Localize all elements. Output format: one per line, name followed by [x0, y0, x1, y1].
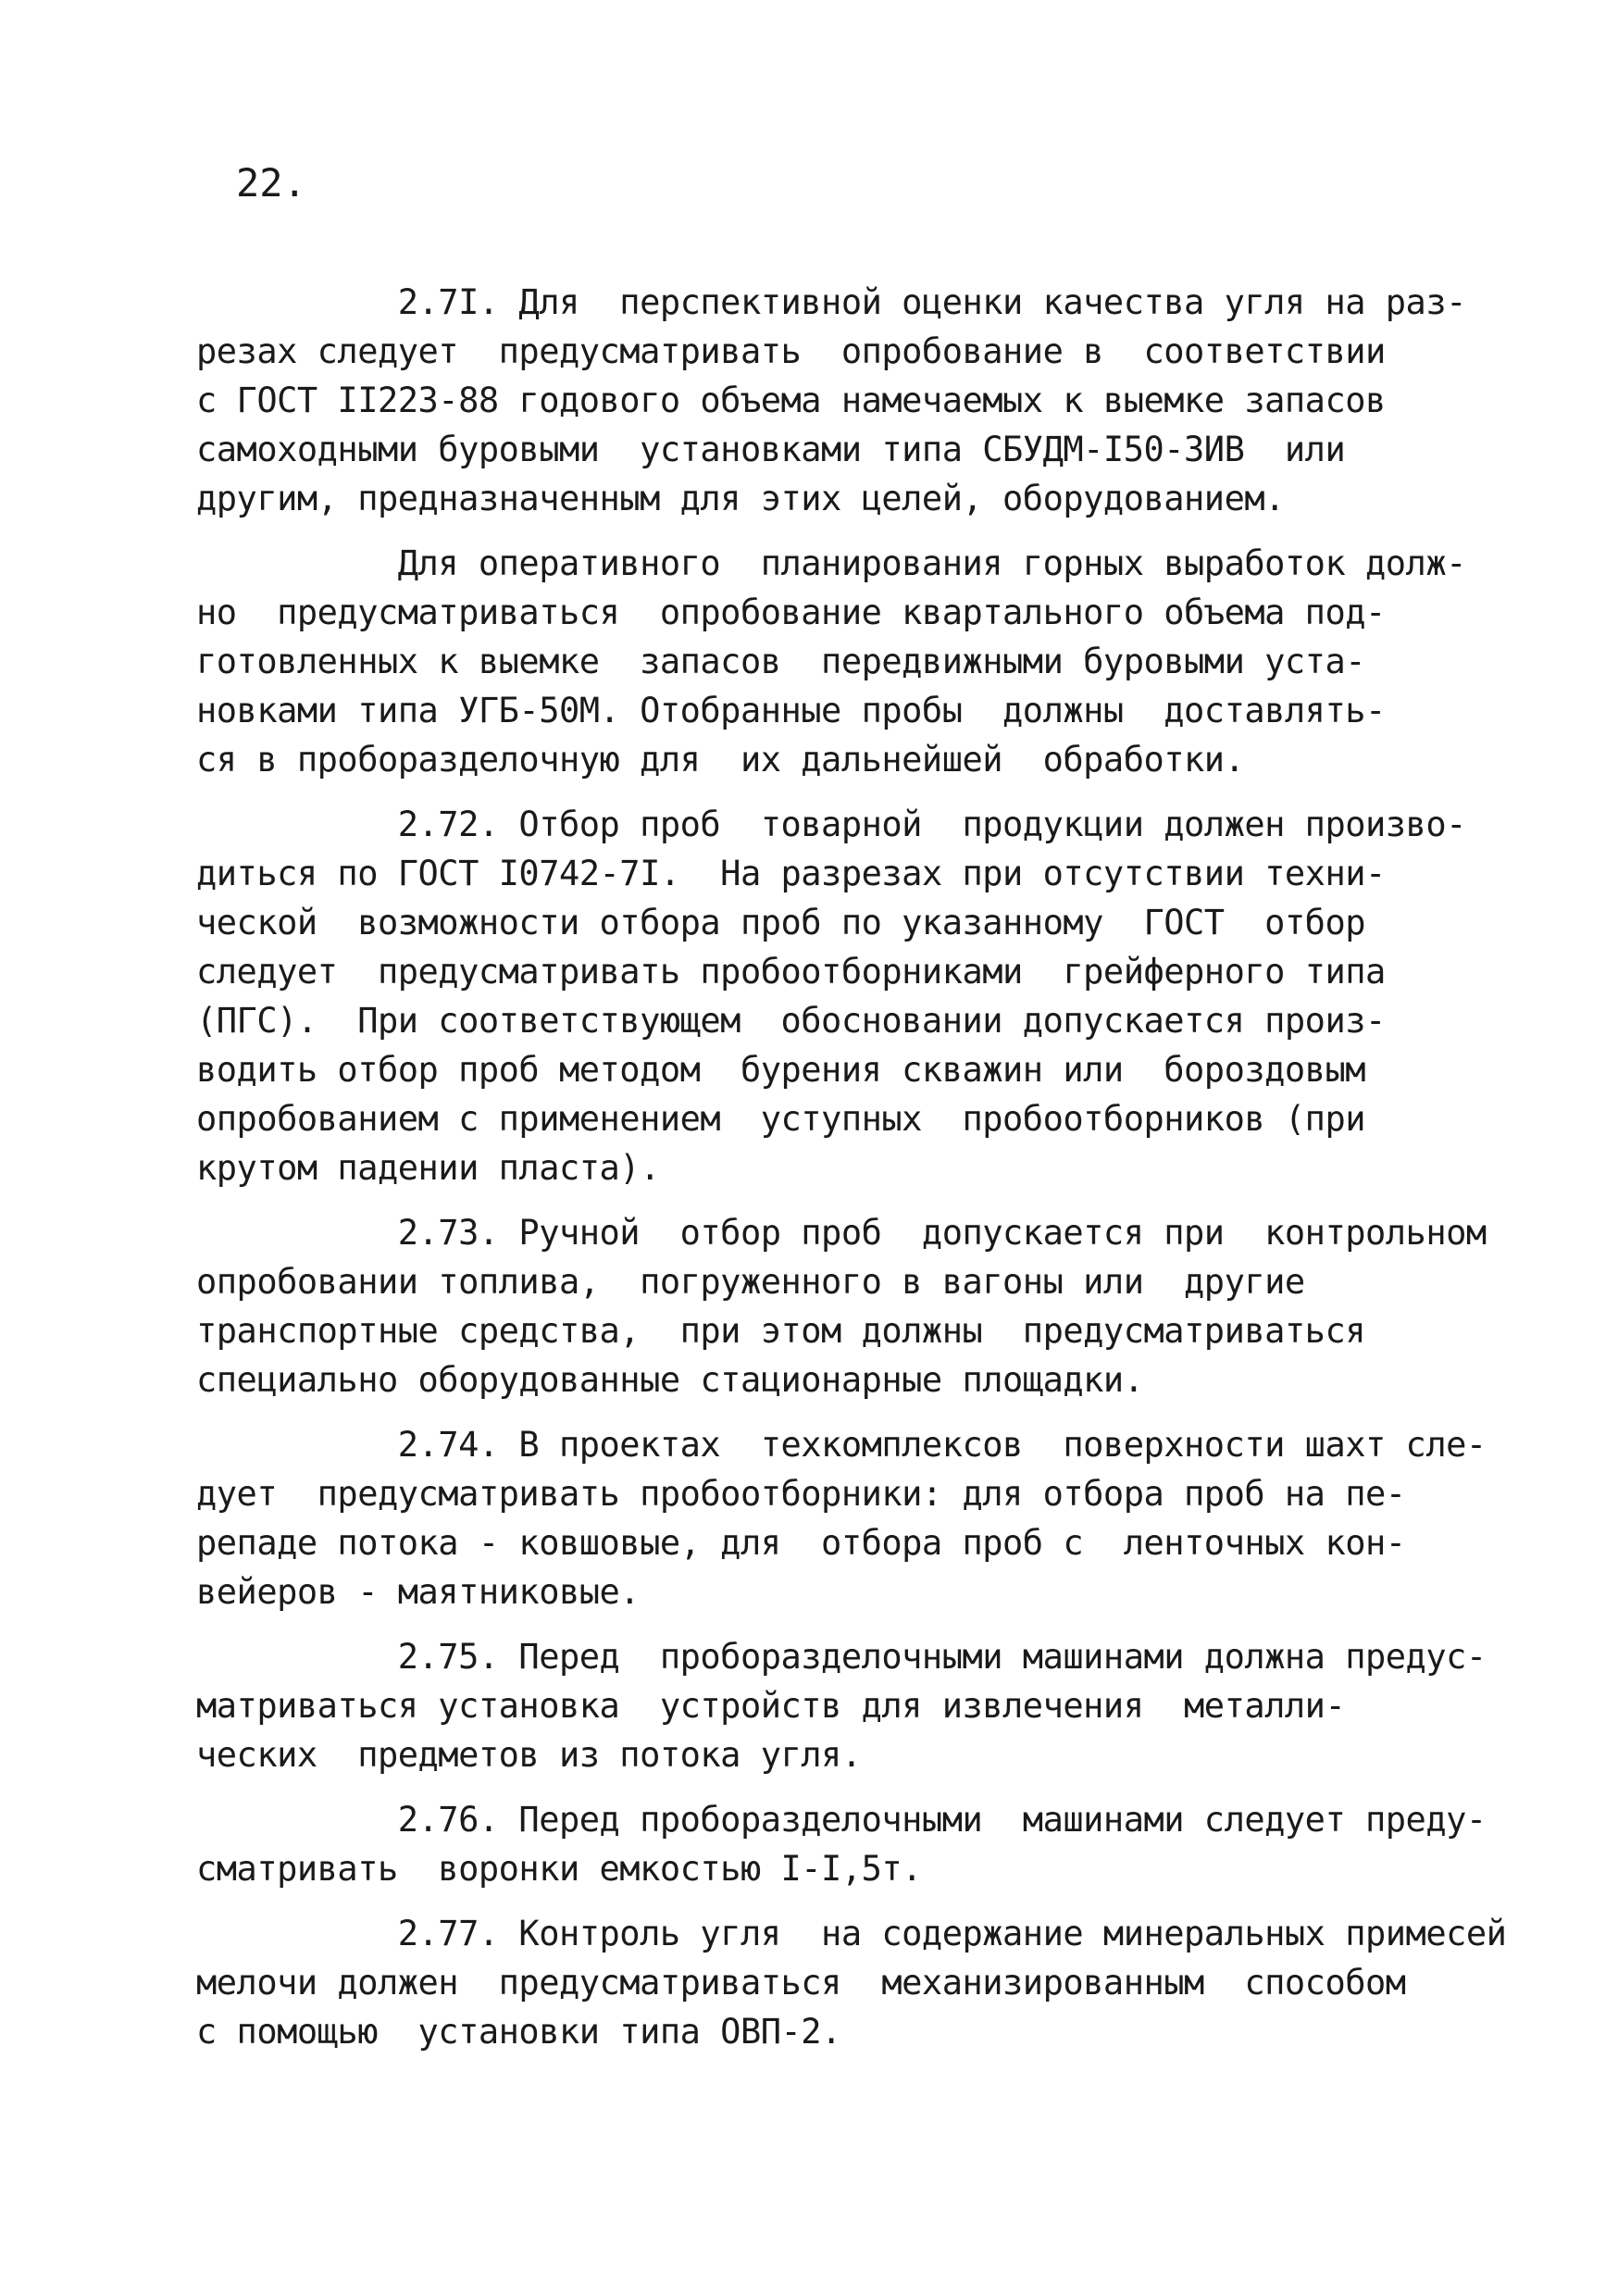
text-line: новками типа УГБ-50М. Отобранные пробы должны доставлять-: [196, 691, 1386, 730]
paragraph: [196, 539, 1466, 784]
text-line: 2.77. Контроль угля на содержание минеральных примесей: [196, 1914, 1507, 1953]
text-line: (ПГС). При соответствующем обосновании допускается произ-: [196, 1001, 1386, 1041]
text-line: матриваться установка устройств для извлечения металли-: [196, 1686, 1346, 1726]
text-line: опробовании топлива, погруженного в вагоны или другие: [196, 1262, 1305, 1302]
text-line: другим, предназначенным для этих целей, оборудованием.: [196, 479, 1285, 518]
text-line: с помощью установки типа ОВП-2.: [196, 2012, 841, 2052]
text-line: вейеров - маятниковые.: [196, 1572, 641, 1612]
text-line: но предусматриваться опробование квартального объема под-: [196, 593, 1386, 632]
text-line: 2.75. Перед пробоpaзделочными машинами должна предус-: [196, 1637, 1487, 1677]
text-line: ческой возможности отбора проб по указанному ГОСТ отбор: [196, 903, 1366, 942]
text-line: следует предусматривать пробоотборниками грейферного типа: [196, 952, 1386, 992]
text-line: 2.76. Перед пробоpaзделочными машинами следует преду-: [196, 1800, 1487, 1840]
text-line: самоходными буровыми установками типа СБУДМ-I50-ЗИВ или: [196, 430, 1346, 469]
paragraph: [196, 1632, 1487, 1779]
text-line: резах следует предусматривать опробование в соответствии: [196, 331, 1386, 371]
text-line: ся в пробоpaзделочную для их дальнейшей обработки.: [196, 740, 1245, 780]
paragraph: [196, 1795, 1487, 1893]
text-line: опробованием с применением уступных пробоотборников (при: [196, 1099, 1366, 1139]
text-line: репаде потока - ковшовые, для отбора проб с ленточных кон-: [196, 1523, 1406, 1563]
text-line: 2.7I. Для перспективной оценки качества угля на раз-: [196, 282, 1466, 322]
text-line: мелочи должен предусматриваться механизированным способом: [196, 1963, 1406, 2003]
text-line: 2.72. Отбор проб товарной продукции должен произво-: [196, 805, 1466, 844]
text-line: транспортные средства, при этом должны предусматриваться: [196, 1311, 1366, 1351]
text-line: 2.74. В проектах техкомплексов поверхности шахт сле-: [196, 1425, 1487, 1465]
text-line: сматривать воронки емкостью I-I,5т.: [196, 1849, 922, 1889]
paragraph: [196, 1909, 1507, 2056]
text-line: Для оперативного планирования горных выработок долж-: [196, 543, 1466, 583]
paragraph: [196, 800, 1466, 1192]
text-line: дует предусматривать пробоотборники: для отбора проб на пе-: [196, 1474, 1406, 1514]
text-line: специально оборудованные стационарные площадки.: [196, 1360, 1144, 1400]
text-line: 2.73. Ручной отбор проб допускается при контрольном: [196, 1213, 1487, 1253]
page-number: 22.: [236, 160, 306, 206]
paragraph: [196, 1420, 1487, 1616]
paragraph: [196, 1208, 1487, 1404]
text-line: крутом падении пласта).: [196, 1148, 660, 1188]
text-line: с ГОСТ II223-88 годового объема намечаемых к выемке запасов: [196, 381, 1386, 420]
text-line: ческих предметов из потока угля.: [196, 1735, 862, 1775]
text-line: водить отбор проб методом бурения скважин или бороздовым: [196, 1050, 1366, 1090]
text-line: готовленных к выемке запасов передвижными буровыми уста-: [196, 642, 1366, 681]
text-line: диться по ГОСТ I0742-7I. На разрезах при отсутствии техни-: [196, 854, 1386, 893]
body-text: [196, 278, 1507, 2072]
paragraph: [196, 278, 1466, 523]
